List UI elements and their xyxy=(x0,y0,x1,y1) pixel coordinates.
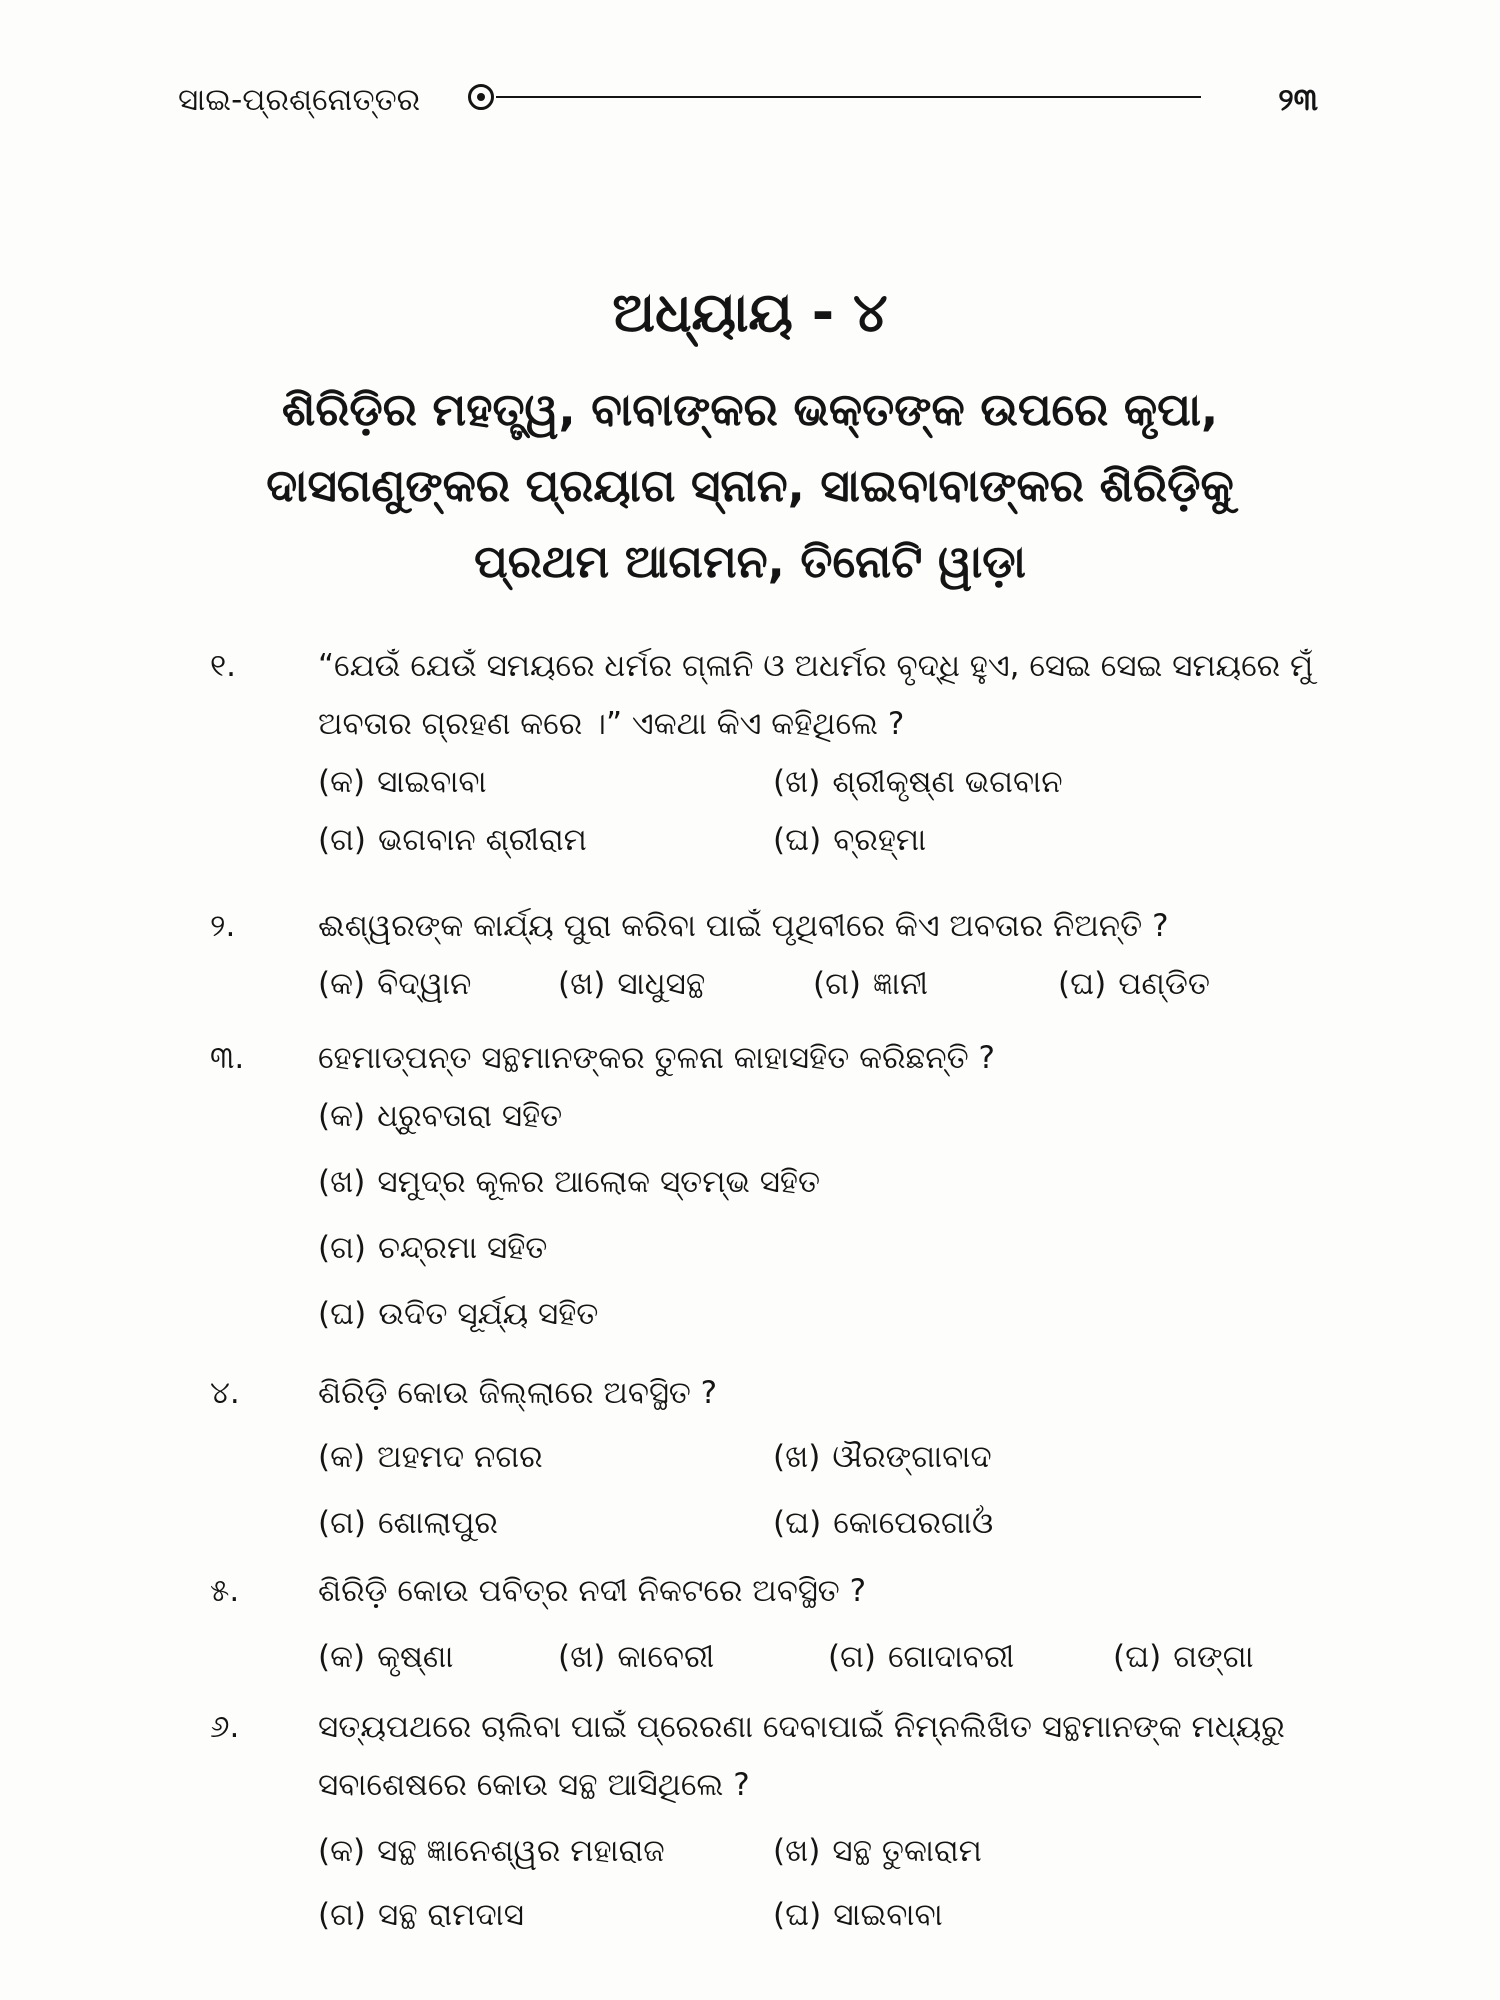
option-text: ଗଙ୍ଗା xyxy=(1173,1639,1254,1675)
running-header xyxy=(178,78,1318,128)
option-label: (ଗ) xyxy=(318,1505,366,1541)
option-label: (କ) xyxy=(318,1439,366,1475)
option-text: ବିଦ୍ୱାନ xyxy=(377,966,472,1002)
option-row xyxy=(318,1494,1338,1552)
option-ka xyxy=(318,753,487,811)
option-row xyxy=(318,1087,1338,1145)
chapter-title-line: ଶିରିଡ଼ିର ମହତ୍ତ୍ୱ, ବାବାଙ୍କର ଭକ୍ତଙ୍କ ଉପରେ କୃପା, xyxy=(281,383,1219,436)
option-ka xyxy=(318,955,471,1013)
option-text: ଗୋଦାବରୀ xyxy=(888,1639,1015,1675)
option-label: (କ) xyxy=(318,1833,366,1869)
option-gha xyxy=(773,1886,943,1944)
option-row xyxy=(318,1628,1338,1686)
option-kha xyxy=(558,1628,714,1686)
option-label: (ଖ) xyxy=(773,1439,821,1475)
option-text: ଜ୍ଞାନୀ xyxy=(873,966,929,1002)
question-6 xyxy=(210,1698,1340,1948)
option-text: ଅହମଦ ନଗର xyxy=(377,1439,543,1475)
chapter-title-line: ଦାସଗଣୁଙ୍କର ପ୍ରୟାଗ ସ୍ନାନ, ସାଇବାବାଙ୍କର ଶିରିଡ଼ିକୁ xyxy=(266,459,1234,512)
option-text: ପଣ୍ଡିତ xyxy=(1118,966,1210,1002)
option-text: ସନ୍ଥ ତୁକାରାମ xyxy=(832,1833,982,1869)
option-row xyxy=(318,1153,1338,1211)
option-ga xyxy=(318,1886,524,1944)
chapter-title-line: ପ୍ରଥମ ଆଗମନ, ତିନୋଟି ୱାଡ଼ା xyxy=(474,535,1026,588)
option-ka xyxy=(318,1822,665,1880)
option-text: କାବେରୀ xyxy=(617,1639,715,1675)
option-label: (ଖ) xyxy=(318,1164,366,1200)
option-kha xyxy=(773,1428,992,1486)
option-text: ଚନ୍ଦ୍ରମା ସହିତ xyxy=(378,1230,548,1266)
question-number: ୫. xyxy=(210,1573,240,1609)
question-number: ୨. xyxy=(210,908,236,944)
option-label: (ଗ) xyxy=(318,1230,366,1266)
question-number: ୧. xyxy=(210,648,237,684)
option-label: (ଘ) xyxy=(1058,966,1107,1002)
option-label: (ଗ) xyxy=(318,822,366,858)
question-number: ୩. xyxy=(210,1040,245,1076)
option-gha xyxy=(1058,955,1210,1013)
option-label: (ଖ) xyxy=(558,966,606,1002)
option-ga xyxy=(813,955,928,1013)
option-ga xyxy=(318,1494,498,1552)
option-kha xyxy=(773,1822,982,1880)
option-label: (ଘ) xyxy=(773,1505,822,1541)
chapter-title xyxy=(180,372,1320,600)
option-text: ସନ୍ଥ ରାମଦାସ xyxy=(378,1897,524,1933)
option-row xyxy=(318,1428,1338,1486)
option-gha xyxy=(773,1494,993,1552)
question-2 xyxy=(210,897,1340,1013)
option-row xyxy=(318,1886,1338,1944)
question-5 xyxy=(210,1562,1340,1686)
option-label: (ଘ) xyxy=(773,822,822,858)
option-row xyxy=(318,1219,1338,1277)
option-text: କୃଷ୍ଣା xyxy=(377,1639,454,1675)
option-text: ଭଗବାନ ଶ୍ରୀରାମ xyxy=(378,822,587,858)
option-row xyxy=(318,955,1338,1013)
question-number: ୬. xyxy=(210,1709,240,1745)
chapter-number: ଅଧ୍ୟାୟ - ୪ xyxy=(612,281,888,344)
question-3 xyxy=(210,1029,1340,1332)
option-kha xyxy=(318,1153,820,1211)
option-row xyxy=(318,753,1338,811)
option-gha xyxy=(773,811,926,869)
option-ga xyxy=(318,1219,547,1277)
option-ga xyxy=(318,811,587,869)
option-text: ସାଇବାବା xyxy=(377,764,487,800)
option-text: ସମୁଦ୍ର କୂଳର ଆଲୋକ ସ୍ତମ୍ଭ ସହିତ xyxy=(377,1164,821,1200)
option-label: (କ) xyxy=(318,1639,366,1675)
option-ga xyxy=(828,1628,1014,1686)
question-text: ଶିରିଡ଼ି କୋଉ ପବିତ୍ର ନଦୀ ନିକଟରେ ଅବସ୍ଥିତ ? xyxy=(318,1573,867,1609)
option-text: ସାଧୁସନ୍ଥ xyxy=(617,966,706,1002)
question-text: ଈଶ୍ୱରଙ୍କ କାର୍ଯ୍ୟ ପୁରା କରିବା ପାଇଁ ପୃଥିବୀରେ କିଏ ଅବତାର ନିଅନ୍ତି ? xyxy=(318,908,1169,944)
option-text: ଔରଙ୍ଗାବାଦ xyxy=(832,1439,992,1475)
option-text: ଶ୍ରୀକୃଷ୍ଣ ଭଗବାନ xyxy=(832,764,1063,800)
option-kha xyxy=(558,955,705,1013)
option-row xyxy=(318,1822,1338,1880)
page-number: ୨୩ xyxy=(1278,82,1318,118)
option-row xyxy=(318,1285,1338,1343)
question-text: ଶିରିଡ଼ି କୋଉ ଜିଲ୍ଲାରେ ଅବସ୍ଥିତ ? xyxy=(318,1375,718,1411)
option-text: ଉଦିତ ସୂର୍ଯ୍ୟ ସହିତ xyxy=(378,1296,599,1332)
option-label: (ଘ) xyxy=(318,1296,367,1332)
option-text: ସନ୍ଥ ଜ୍ଞାନେଶ୍ୱର ମହାରାଜ xyxy=(377,1833,665,1869)
option-label: (ଖ) xyxy=(773,764,821,800)
option-label: (କ) xyxy=(318,1098,366,1134)
option-text: କୋପେରଗାଓଁ xyxy=(833,1505,994,1541)
question-4 xyxy=(210,1364,1340,1554)
option-text: ସାଇବାବା xyxy=(833,1897,943,1933)
option-label: (କ) xyxy=(318,764,366,800)
header-ornament-icon xyxy=(468,84,494,110)
option-label: (ଖ) xyxy=(558,1639,606,1675)
question-text: ସତ୍ୟପଥରେ ଚାଲିବା ପାଇଁ ପ୍ରେରଣା ଦେବାପାଇଁ ନିମ୍ନଲିଖିତ ସନ୍ଥମାନଙ୍କ ମଧ୍ୟରୁ ସବାଶେଷରେ କୋଉ ସନ୍ଥ ଆସିଥିଲେ ? xyxy=(318,1709,1285,1803)
option-kha xyxy=(773,753,1063,811)
option-label: (କ) xyxy=(318,966,366,1002)
option-text: ବ୍ରହ୍ମା xyxy=(833,822,927,858)
option-ka xyxy=(318,1428,543,1486)
header-rule xyxy=(496,96,1201,98)
question-text: ହେମାଡ୍‌ପନ୍ତ ସନ୍ଥମାନଙ୍କର ତୁଳନା କାହାସହିତ କରିଛନ୍ତି ? xyxy=(318,1040,995,1076)
option-label: (ଘ) xyxy=(773,1897,822,1933)
question-number: ୪. xyxy=(210,1375,240,1411)
running-header-title: ସାଇ-ପ୍ରଶ୍ନୋତ୍ତର xyxy=(178,82,421,118)
option-row xyxy=(318,811,1338,869)
option-label: (ଗ) xyxy=(318,1897,366,1933)
option-label: (ଘ) xyxy=(1113,1639,1162,1675)
option-label: (ଗ) xyxy=(828,1639,876,1675)
question-text: “ଯେଉଁ ଯେଉଁ ସମୟରେ ଧର୍ମର ଗ୍ଳାନି ଓ ଅଧର୍ମର ବୃଦ୍ଧି ହୁଏ, ସେଇ ସେଇ ସମୟରେ ମୁଁ ଅବତାର ଗ୍ରହଣ କରେ ।” ଏକଥା କିଏ କହିଥିଲେ ? xyxy=(318,648,1314,742)
option-gha xyxy=(1113,1628,1254,1686)
option-label: (ଗ) xyxy=(813,966,861,1002)
option-text: ଧ୍ରୁବତାରା ସହିତ xyxy=(377,1098,563,1134)
option-text: ଶୋଲାପୁର xyxy=(378,1505,498,1541)
option-ka xyxy=(318,1628,453,1686)
option-gha xyxy=(318,1285,598,1343)
question-1 xyxy=(210,637,1340,869)
option-ka xyxy=(318,1087,562,1145)
option-label: (ଖ) xyxy=(773,1833,821,1869)
